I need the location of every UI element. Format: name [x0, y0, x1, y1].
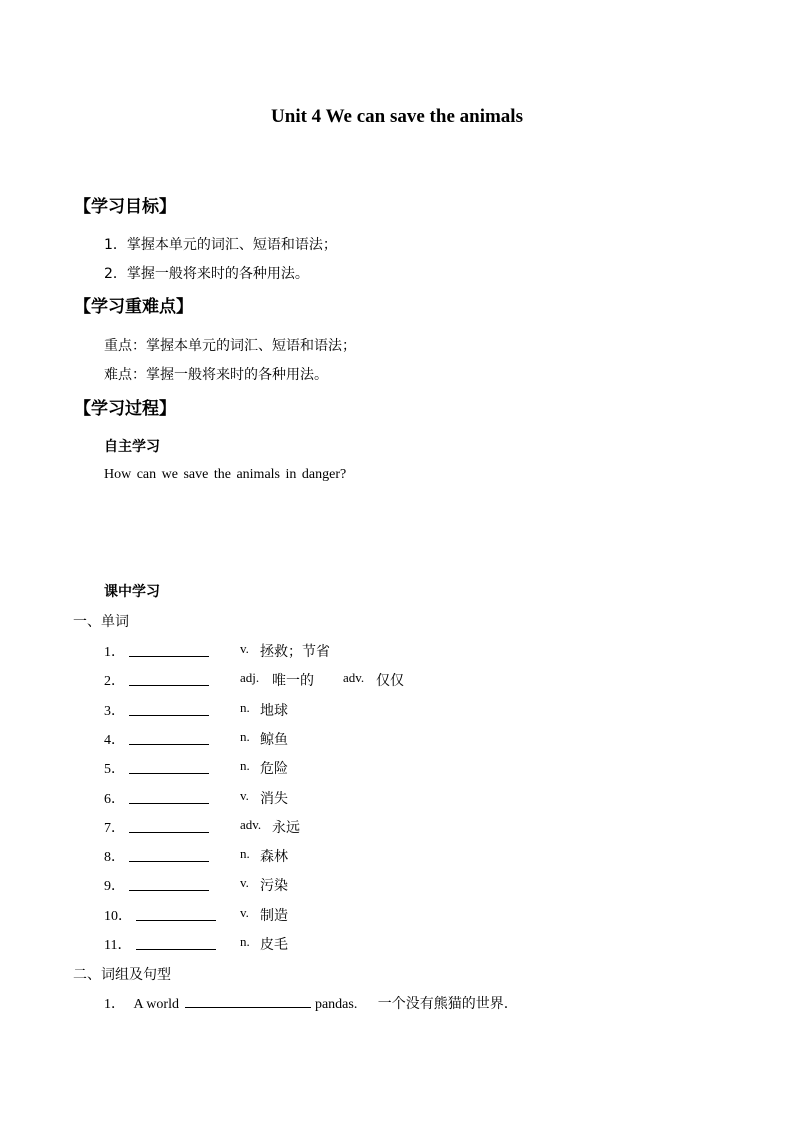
section-heading-goals: 【学习目标】 — [74, 197, 176, 217]
section-heading-process: 【学习过程】 — [74, 399, 176, 419]
vocab-pos: n. — [240, 758, 250, 773]
phrase-after: pandas. — [314, 997, 358, 1012]
vocab-num: 3． — [104, 704, 125, 719]
in-class-label: 课中学习 — [104, 584, 160, 600]
vocab-num: 6． — [104, 792, 125, 807]
vocab-num: 1． — [104, 645, 125, 660]
phrase-heading: 二、词组及句型 — [73, 967, 171, 983]
vocab-meaning: 皮毛 — [260, 937, 288, 953]
vocab-blank[interactable] — [129, 890, 209, 891]
vocab-meaning: 拯救；节省 — [260, 644, 330, 660]
vocab-blank[interactable] — [129, 715, 209, 716]
page-title: Unit 4 We can save the animals — [271, 106, 523, 127]
vocab-pos: adj. — [240, 670, 260, 685]
vocab-blank[interactable] — [129, 832, 209, 833]
vocab-meaning: 永远 — [272, 820, 300, 836]
vocab-pos: n. — [240, 700, 250, 715]
vocab-pos: v. — [240, 788, 249, 803]
vocab-pos: n. — [240, 934, 250, 949]
key-point-item-2: 难点：掌握一般将来时的各种用法。 — [104, 367, 328, 383]
vocab-num: 11． — [104, 938, 132, 953]
vocab-meaning: 消失 — [260, 791, 288, 807]
vocab-pos: v. — [240, 905, 249, 920]
vocab-num: 5． — [104, 762, 125, 777]
vocab-blank[interactable] — [129, 773, 209, 774]
vocab-pos: v. — [240, 641, 249, 656]
vocab-num: 8． — [104, 850, 125, 865]
section-heading-key-points: 【学习重难点】 — [74, 297, 193, 317]
vocab-meaning-2: 仅仅 — [376, 673, 404, 689]
vocab-pos: n. — [240, 729, 250, 744]
vocab-blank[interactable] — [129, 685, 209, 686]
vocab-blank[interactable] — [136, 920, 216, 921]
phrase-item-1 — [104, 993, 508, 1013]
vocab-num: 2． — [104, 674, 125, 689]
goal-item-1: 1．掌握本单元的词汇、短语和语法； — [104, 237, 337, 253]
phrase-num: 1． — [104, 997, 125, 1012]
vocab-pos-2: adv. — [343, 670, 365, 685]
vocab-blank[interactable] — [129, 656, 209, 657]
self-study-question: How can we save the animals in danger? — [104, 467, 347, 482]
vocab-meaning: 危险 — [260, 761, 288, 777]
vocab-pos: v. — [240, 875, 249, 890]
vocab-blank[interactable] — [136, 949, 216, 950]
vocab-heading: 一、单词 — [73, 614, 129, 630]
vocab-blank[interactable] — [129, 861, 209, 862]
phrase-blank[interactable] — [185, 995, 311, 1008]
vocab-pos: adv. — [240, 817, 262, 832]
vocab-meaning: 地球 — [260, 703, 288, 719]
vocab-meaning: 鲸鱼 — [260, 732, 288, 748]
vocab-num: 7． — [104, 821, 125, 836]
vocab-meaning: 制造 — [260, 908, 288, 924]
key-point-item-1: 重点：掌握本单元的词汇、短语和语法； — [104, 338, 356, 354]
phrase-meaning: 一个没有熊猫的世界. — [377, 996, 509, 1012]
goal-item-2: 2．掌握一般将来时的各种用法。 — [104, 266, 309, 282]
vocab-num: 9． — [104, 879, 125, 894]
vocab-blank[interactable] — [129, 744, 209, 745]
phrase-before: A world — [133, 997, 179, 1012]
vocab-meaning: 污染 — [260, 878, 288, 894]
self-study-label: 自主学习 — [104, 439, 160, 455]
vocab-meaning: 森林 — [260, 849, 288, 865]
vocab-blank[interactable] — [129, 803, 209, 804]
vocab-num: 10． — [104, 909, 132, 924]
vocab-num: 4． — [104, 733, 125, 748]
vocab-meaning: 唯一的 — [272, 673, 314, 689]
vocab-pos: n. — [240, 846, 250, 861]
